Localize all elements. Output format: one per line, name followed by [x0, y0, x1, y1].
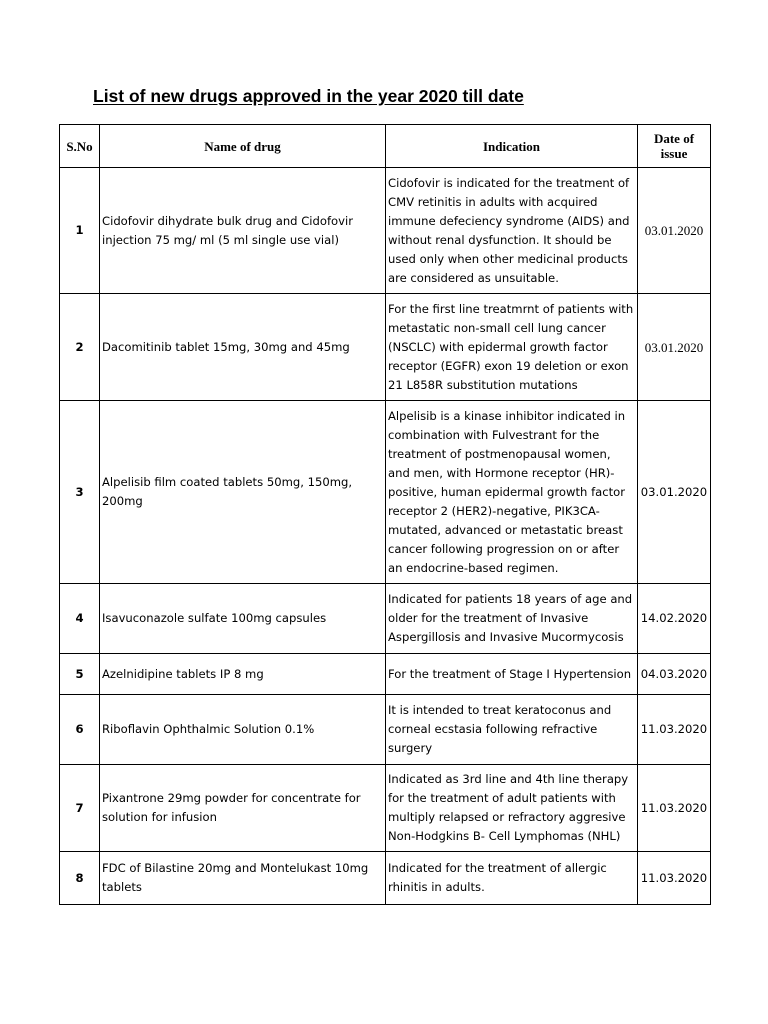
- header-date-of-issue: Date of issue: [638, 125, 711, 168]
- row-drug-name: FDC of Bilastine 20mg and Montelukast 10mg tablets: [100, 852, 386, 905]
- row-date: 14.02.2020: [638, 584, 711, 654]
- row-indication: It is intended to treat keratoconus and corneal ecstasia following refractive surgery: [386, 695, 638, 765]
- row-drug-name: Riboflavin Ophthalmic Solution 0.1%: [100, 695, 386, 765]
- drugs-table: [59, 124, 711, 905]
- row-drug-name: Azelnidipine tablets IP 8 mg: [100, 654, 386, 695]
- table-header-row: [60, 125, 711, 168]
- table-row: [60, 294, 711, 401]
- table-row: [60, 401, 711, 584]
- row-indication: Indicated for patients 18 years of age and older for the treatment of Invasive Aspergillosis and Invasive Mucormycosis: [386, 584, 638, 654]
- row-sno: 1: [60, 168, 100, 294]
- row-date: 11.03.2020: [638, 852, 711, 905]
- table-row: [60, 765, 711, 852]
- row-drug-name: Alpelisib film coated tablets 50mg, 150mg, 200mg: [100, 401, 386, 584]
- table-row: [60, 654, 711, 695]
- table-row: [60, 852, 711, 905]
- row-sno: 4: [60, 584, 100, 654]
- row-date: 03.01.2020: [638, 168, 711, 294]
- table-row: [60, 168, 711, 294]
- header-sno: S.No: [60, 125, 100, 168]
- row-indication: Cidofovir is indicated for the treatment of CMV retinitis in adults with acquired immune defeciency syndrome (AIDS) and without renal dysfunction. It should be used only when other medicinal products are considered as unsuitable.: [386, 168, 638, 294]
- row-sno: 7: [60, 765, 100, 852]
- row-drug-name: Isavuconazole sulfate 100mg capsules: [100, 584, 386, 654]
- table-row: [60, 695, 711, 765]
- row-indication: Alpelisib is a kinase inhibitor indicated in combination with Fulvestrant for the treatment of postmenopausal women, and men, with Hormone receptor (HR)-positive, human epidermal growth factor receptor 2 (HER2)-negative, PIK3CA-mutated, advanced or metastatic breast cancer following progression on or after an endocrine-based regimen.: [386, 401, 638, 584]
- row-date: 03.01.2020: [638, 401, 711, 584]
- row-indication: For the treatment of Stage I Hypertension: [386, 654, 638, 695]
- row-indication: For the first line treatmrnt of patients with metastatic non-small cell lung cancer (NSCLC) with epidermal growth factor receptor (EGFR) exon 19 deletion or exon 21 L858R substitution mutations: [386, 294, 638, 401]
- row-sno: 5: [60, 654, 100, 695]
- row-sno: 2: [60, 294, 100, 401]
- table-row: [60, 584, 711, 654]
- header-drug-name: Name of drug: [100, 125, 386, 168]
- page-title: List of new drugs approved in the year 2020 till date: [93, 86, 524, 106]
- header-indication: Indication: [386, 125, 638, 168]
- row-sno: 3: [60, 401, 100, 584]
- row-date: 11.03.2020: [638, 765, 711, 852]
- row-date: 03.01.2020: [638, 294, 711, 401]
- row-drug-name: Pixantrone 29mg powder for concentrate for solution for infusion: [100, 765, 386, 852]
- row-drug-name: Cidofovir dihydrate bulk drug and Cidofovir injection 75 mg/ ml (5 ml single use vial): [100, 168, 386, 294]
- row-sno: 6: [60, 695, 100, 765]
- row-date: 11.03.2020: [638, 695, 711, 765]
- row-indication: Indicated for the treatment of allergic rhinitis in adults.: [386, 852, 638, 905]
- row-sno: 8: [60, 852, 100, 905]
- row-date: 04.03.2020: [638, 654, 711, 695]
- row-drug-name: Dacomitinib tablet 15mg, 30mg and 45mg: [100, 294, 386, 401]
- row-indication: Indicated as 3rd line and 4th line therapy for the treatment of adult patients with multiply relapsed or refractory aggresive Non-Hodgkins B- Cell Lymphomas (NHL): [386, 765, 638, 852]
